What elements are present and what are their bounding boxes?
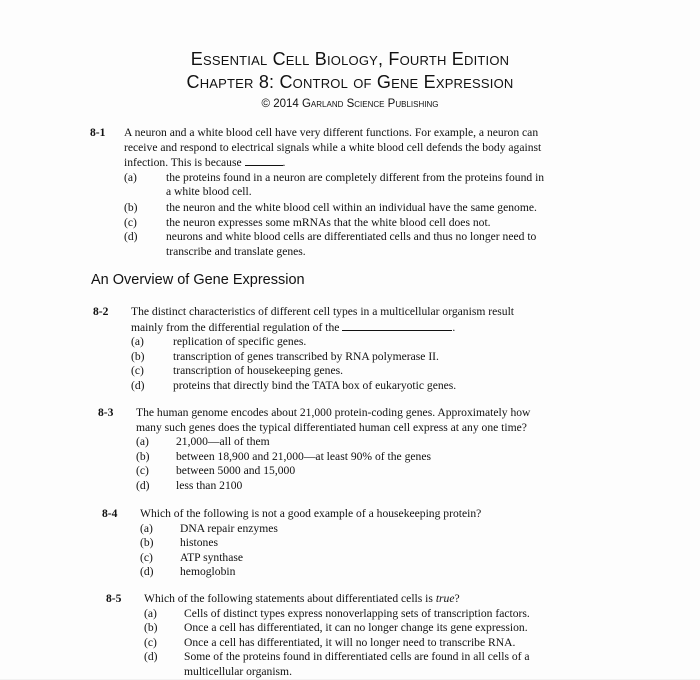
option-c (131, 364, 593, 379)
options-list (140, 522, 582, 580)
question-number: 8-1 (90, 126, 106, 139)
option-text: the neuron and the white blood cell within an individual have the same genome. (166, 200, 537, 214)
option-text: Once a cell has differentiated, it can no longer change its gene expression. (184, 621, 528, 635)
option-text: less than 2100 (176, 478, 243, 492)
option-label: (a) (140, 521, 153, 535)
stem-line: mainly from the differential regulation of the . (131, 320, 456, 334)
option-b (136, 450, 588, 465)
document-header (0, 48, 700, 112)
question-stem (136, 406, 588, 435)
question-stem (131, 305, 593, 335)
options-list (144, 607, 586, 680)
stem-line: The human genome encodes about 21,000 protein-coding genes. Approximately how (136, 406, 531, 419)
stem-line: many such genes does the typical differentiated human cell express at any one time? (136, 420, 527, 434)
option-text: the proteins found in a neuron are completely different from the proteins found in a white blood cell. (166, 170, 545, 199)
answer-blank (342, 320, 452, 331)
option-text: hemoglobin (180, 565, 236, 579)
option-text: transcription of housekeeping genes. (173, 364, 343, 378)
book-title: Essential Cell Biology, Fourth Edition (190, 49, 510, 69)
option-text: the neuron expresses some mRNAs that the white blood cell does not. (166, 215, 491, 229)
question-8-2 (93, 305, 593, 394)
chapter-title: Chapter 8: Control of Gene Expression (186, 72, 514, 92)
option-label: (a) (144, 606, 157, 620)
option-text: Cells of distinct types express nonoverlapping sets of transcription factors. (184, 606, 530, 620)
option-label: (c) (124, 215, 137, 229)
option-c (144, 636, 586, 651)
question-number: 8-3 (98, 406, 114, 419)
option-d (131, 379, 593, 394)
option-a (124, 171, 600, 200)
section-heading: An Overview of Gene Expression (91, 272, 305, 288)
question-8-4 (102, 507, 582, 580)
option-text: Some of the proteins found in differentiated cells are found in all cells of a multicellular organism. (184, 650, 530, 678)
option-text: 21,000—all of them (176, 435, 270, 449)
stem-line: A neuron and a white blood cell have very different functions. For example, a neuron can (124, 126, 539, 139)
option-label: (c) (136, 464, 149, 478)
option-text: transcription of genes transcribed by RNA polymerase II. (173, 349, 439, 363)
option-text: neurons and white blood cells are differentiated cells and thus no longer need to transcribe and translate genes. (166, 230, 537, 258)
option-c (140, 551, 582, 566)
question-number: 8-4 (102, 507, 118, 520)
option-c (124, 216, 600, 231)
option-label: (c) (144, 635, 157, 649)
option-text: proteins that directly bind the TATA box of eukaryotic genes. (173, 378, 457, 392)
option-d (144, 650, 586, 679)
option-d (124, 230, 600, 259)
option-label: (c) (140, 550, 153, 564)
option-label: (a) (136, 435, 149, 449)
option-b (131, 350, 593, 365)
option-b (140, 536, 582, 551)
options-list (136, 435, 588, 493)
answer-blank (245, 155, 283, 166)
stem-line: Which of the following statements about differentiated cells is true? (144, 592, 460, 605)
question-8-5 (106, 592, 586, 680)
option-label: (d) (131, 378, 145, 392)
stem-line: Which of the following is not a good example of a housekeeping protein? (140, 507, 482, 520)
question-number: 8-5 (106, 592, 122, 605)
question-8-3 (98, 406, 588, 494)
option-text: replication of specific genes. (173, 335, 307, 349)
option-label: (b) (144, 621, 158, 635)
option-a (131, 335, 593, 350)
option-c (136, 464, 588, 479)
question-8-1 (90, 126, 600, 259)
option-label: (c) (131, 364, 144, 378)
option-text: Once a cell has differentiated, it will no longer need to transcribe RNA. (184, 635, 516, 649)
option-label: (b) (140, 536, 154, 550)
option-text: DNA repair enzymes (180, 521, 278, 535)
option-label: (a) (124, 170, 137, 184)
option-a (140, 522, 582, 537)
options-list (124, 171, 600, 260)
option-d (136, 479, 588, 494)
option-text: between 18,900 and 21,000—at least 90% of the genes (176, 449, 431, 463)
question-number: 8-2 (93, 305, 109, 318)
question-stem (144, 592, 586, 607)
option-label: (b) (136, 449, 150, 463)
copyright-notice: © 2014 Garland Science Publishing (261, 98, 439, 110)
option-b (144, 621, 586, 636)
option-label: (d) (144, 650, 158, 664)
option-d (140, 565, 582, 580)
option-label: (d) (140, 565, 154, 579)
option-label: (b) (131, 349, 145, 363)
option-label: (a) (131, 335, 144, 349)
options-list (131, 335, 593, 393)
option-text: between 5000 and 15,000 (176, 464, 296, 478)
option-label: (d) (124, 230, 138, 244)
stem-line: receive and respond to electrical signals while a white blood cell defends the body against (124, 140, 542, 154)
stem-line: infection. This is because . (124, 156, 286, 170)
option-a (144, 607, 586, 622)
question-stem (124, 126, 600, 171)
question-stem (140, 507, 582, 522)
option-a (136, 435, 588, 450)
option-label: (b) (124, 200, 138, 214)
option-b (124, 201, 600, 216)
option-label: (d) (136, 478, 150, 492)
stem-line: The distinct characteristics of different cell types in a multicellular organism result (131, 305, 515, 318)
emphasis-word: true (435, 592, 455, 605)
option-text: ATP synthase (180, 550, 244, 564)
option-text: histones (180, 536, 219, 550)
